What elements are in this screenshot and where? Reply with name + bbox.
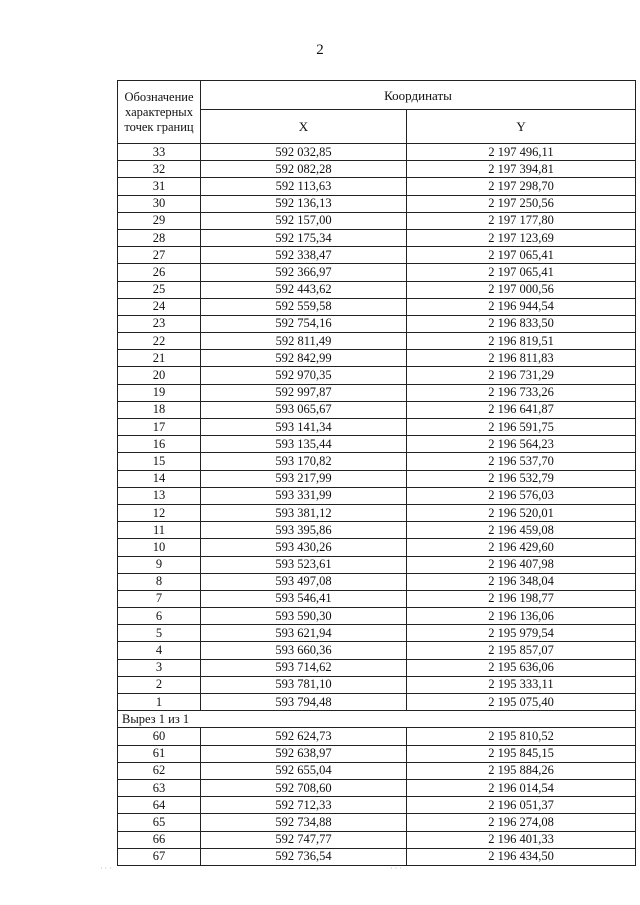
header-coordinates: Координаты xyxy=(201,81,636,110)
cell-x: 593 331,99 xyxy=(201,487,407,504)
cell-x: 592 997,87 xyxy=(201,384,407,401)
cell-y: 2 196 429,60 xyxy=(407,539,636,556)
cell-x: 592 082,28 xyxy=(201,161,407,178)
cell-point: 61 xyxy=(118,745,201,762)
table-row xyxy=(118,281,636,298)
cell-point: 64 xyxy=(118,797,201,814)
cell-y: 2 196 811,83 xyxy=(407,350,636,367)
cell-point: 13 xyxy=(118,487,201,504)
cell-y: 2 195 845,15 xyxy=(407,745,636,762)
cell-point: 19 xyxy=(118,384,201,401)
cell-point: 3 xyxy=(118,659,201,676)
table-row xyxy=(118,487,636,504)
cell-x: 592 655,04 xyxy=(201,762,407,779)
cell-point: 29 xyxy=(118,212,201,229)
scan-speck: · · · xyxy=(100,864,112,873)
table-row xyxy=(118,848,636,865)
cell-point: 63 xyxy=(118,779,201,796)
table-row xyxy=(118,161,636,178)
cell-point: 28 xyxy=(118,229,201,246)
cell-x: 592 624,73 xyxy=(201,728,407,745)
cell-x: 593 621,94 xyxy=(201,625,407,642)
cell-x: 592 366,97 xyxy=(201,264,407,281)
cell-y: 2 196 733,26 xyxy=(407,384,636,401)
cell-x: 592 811,49 xyxy=(201,333,407,350)
cell-y: 2 196 564,23 xyxy=(407,436,636,453)
cell-point: 17 xyxy=(118,419,201,436)
cell-point: 15 xyxy=(118,453,201,470)
header-x: X xyxy=(201,110,407,144)
cell-point: 30 xyxy=(118,195,201,212)
table-row xyxy=(118,453,636,470)
table-row xyxy=(118,590,636,607)
table-row xyxy=(118,504,636,521)
cell-point: 66 xyxy=(118,831,201,848)
table-row xyxy=(118,728,636,745)
cell-x: 593 135,44 xyxy=(201,436,407,453)
cell-x: 592 754,16 xyxy=(201,315,407,332)
cell-point: 14 xyxy=(118,470,201,487)
section-row xyxy=(118,711,636,728)
cell-y: 2 197 065,41 xyxy=(407,264,636,281)
cell-y: 2 196 591,75 xyxy=(407,419,636,436)
cell-point: 23 xyxy=(118,315,201,332)
table-row xyxy=(118,659,636,676)
cell-x: 592 747,77 xyxy=(201,831,407,848)
cell-y: 2 197 065,41 xyxy=(407,247,636,264)
cell-point: 67 xyxy=(118,848,201,865)
cell-point: 8 xyxy=(118,573,201,590)
cell-x: 593 170,82 xyxy=(201,453,407,470)
cell-x: 592 136,13 xyxy=(201,195,407,212)
cell-x: 593 781,10 xyxy=(201,676,407,693)
table-row xyxy=(118,419,636,436)
table-row xyxy=(118,367,636,384)
cell-y: 2 196 641,87 xyxy=(407,401,636,418)
coordinates-table xyxy=(117,80,636,866)
table-row xyxy=(118,556,636,573)
table-row xyxy=(118,797,636,814)
table-row xyxy=(118,298,636,315)
cell-point: 2 xyxy=(118,676,201,693)
cell-point: 32 xyxy=(118,161,201,178)
cell-y: 2 196 014,54 xyxy=(407,779,636,796)
table-row xyxy=(118,247,636,264)
table-row xyxy=(118,745,636,762)
cell-y: 2 197 394,81 xyxy=(407,161,636,178)
table-row xyxy=(118,814,636,831)
cell-point: 31 xyxy=(118,178,201,195)
cell-point: 1 xyxy=(118,694,201,711)
header-y: Y xyxy=(407,110,636,144)
cell-x: 592 032,85 xyxy=(201,144,407,161)
cell-y: 2 195 884,26 xyxy=(407,762,636,779)
cell-x: 593 590,30 xyxy=(201,608,407,625)
cell-point: 20 xyxy=(118,367,201,384)
cell-point: 10 xyxy=(118,539,201,556)
cell-y: 2 196 537,70 xyxy=(407,453,636,470)
cell-x: 592 559,58 xyxy=(201,298,407,315)
cell-y: 2 195 979,54 xyxy=(407,625,636,642)
cell-x: 593 794,48 xyxy=(201,694,407,711)
table-row xyxy=(118,264,636,281)
table-row xyxy=(118,401,636,418)
cell-y: 2 196 819,51 xyxy=(407,333,636,350)
cell-y: 2 196 401,33 xyxy=(407,831,636,848)
cell-y: 2 196 576,03 xyxy=(407,487,636,504)
cell-y: 2 197 250,56 xyxy=(407,195,636,212)
table-row xyxy=(118,144,636,161)
table-row xyxy=(118,436,636,453)
cell-x: 592 338,47 xyxy=(201,247,407,264)
cell-x: 593 523,61 xyxy=(201,556,407,573)
cell-y: 2 197 000,56 xyxy=(407,281,636,298)
table-row xyxy=(118,762,636,779)
cell-x: 592 842,99 xyxy=(201,350,407,367)
cell-y: 2 196 731,29 xyxy=(407,367,636,384)
table-body xyxy=(118,144,636,866)
cell-x: 592 175,34 xyxy=(201,229,407,246)
table-row xyxy=(118,539,636,556)
table-row xyxy=(118,831,636,848)
cell-point: 5 xyxy=(118,625,201,642)
cell-point: 24 xyxy=(118,298,201,315)
table-row xyxy=(118,625,636,642)
table-row xyxy=(118,315,636,332)
cell-point: 25 xyxy=(118,281,201,298)
cell-y: 2 195 636,06 xyxy=(407,659,636,676)
cell-x: 593 660,36 xyxy=(201,642,407,659)
cell-y: 2 196 833,50 xyxy=(407,315,636,332)
cell-y: 2 197 298,70 xyxy=(407,178,636,195)
cell-y: 2 196 520,01 xyxy=(407,504,636,521)
cell-point: 21 xyxy=(118,350,201,367)
cell-y: 2 196 407,98 xyxy=(407,556,636,573)
cell-x: 593 497,08 xyxy=(201,573,407,590)
cell-y: 2 197 177,80 xyxy=(407,212,636,229)
table-row xyxy=(118,212,636,229)
cell-y: 2 197 123,69 xyxy=(407,229,636,246)
table-row xyxy=(118,642,636,659)
table-row xyxy=(118,195,636,212)
cell-x: 592 708,60 xyxy=(201,779,407,796)
cell-x: 593 381,12 xyxy=(201,504,407,521)
table-row xyxy=(118,573,636,590)
cell-point: 22 xyxy=(118,333,201,350)
cell-point: 60 xyxy=(118,728,201,745)
table-row xyxy=(118,178,636,195)
cell-x: 593 065,67 xyxy=(201,401,407,418)
cell-point: 33 xyxy=(118,144,201,161)
table-row xyxy=(118,333,636,350)
cell-point: 6 xyxy=(118,608,201,625)
table-row xyxy=(118,779,636,796)
cell-point: 18 xyxy=(118,401,201,418)
header-point-designation: Обозначение характерных точек границ xyxy=(118,81,201,144)
cell-point: 11 xyxy=(118,522,201,539)
cell-y: 2 196 051,37 xyxy=(407,797,636,814)
cell-x: 593 217,99 xyxy=(201,470,407,487)
cell-y: 2 195 810,52 xyxy=(407,728,636,745)
cell-x: 592 970,35 xyxy=(201,367,407,384)
table-row xyxy=(118,694,636,711)
cell-point: 65 xyxy=(118,814,201,831)
cell-y: 2 196 459,08 xyxy=(407,522,636,539)
cell-y: 2 196 434,50 xyxy=(407,848,636,865)
cell-x: 592 734,88 xyxy=(201,814,407,831)
table-row xyxy=(118,229,636,246)
table-row xyxy=(118,676,636,693)
cell-y: 2 196 944,54 xyxy=(407,298,636,315)
cell-y: 2 196 348,04 xyxy=(407,573,636,590)
page-number: 2 xyxy=(316,42,324,58)
cell-x: 593 141,34 xyxy=(201,419,407,436)
cell-y: 2 195 857,07 xyxy=(407,642,636,659)
cell-point: 26 xyxy=(118,264,201,281)
table-row xyxy=(118,522,636,539)
cell-point: 4 xyxy=(118,642,201,659)
cell-x: 592 736,54 xyxy=(201,848,407,865)
cell-y: 2 197 496,11 xyxy=(407,144,636,161)
cell-x: 593 714,62 xyxy=(201,659,407,676)
cell-point: 9 xyxy=(118,556,201,573)
cell-x: 592 712,33 xyxy=(201,797,407,814)
cell-point: 27 xyxy=(118,247,201,264)
section-label: Вырез 1 из 1 xyxy=(118,711,636,728)
cell-x: 592 638,97 xyxy=(201,745,407,762)
cell-x: 593 430,26 xyxy=(201,539,407,556)
cell-y: 2 195 333,11 xyxy=(407,676,636,693)
table-row xyxy=(118,350,636,367)
cell-y: 2 196 198,77 xyxy=(407,590,636,607)
table-row xyxy=(118,384,636,401)
cell-point: 16 xyxy=(118,436,201,453)
table-row xyxy=(118,608,636,625)
cell-x: 593 395,86 xyxy=(201,522,407,539)
cell-point: 12 xyxy=(118,504,201,521)
table-row xyxy=(118,470,636,487)
cell-x: 592 157,00 xyxy=(201,212,407,229)
cell-point: 62 xyxy=(118,762,201,779)
cell-point: 7 xyxy=(118,590,201,607)
cell-y: 2 196 274,08 xyxy=(407,814,636,831)
scan-speck: · · · xyxy=(390,864,402,873)
cell-y: 2 196 136,06 xyxy=(407,608,636,625)
cell-x: 592 113,63 xyxy=(201,178,407,195)
cell-x: 593 546,41 xyxy=(201,590,407,607)
cell-y: 2 196 532,79 xyxy=(407,470,636,487)
cell-y: 2 195 075,40 xyxy=(407,694,636,711)
cell-x: 592 443,62 xyxy=(201,281,407,298)
